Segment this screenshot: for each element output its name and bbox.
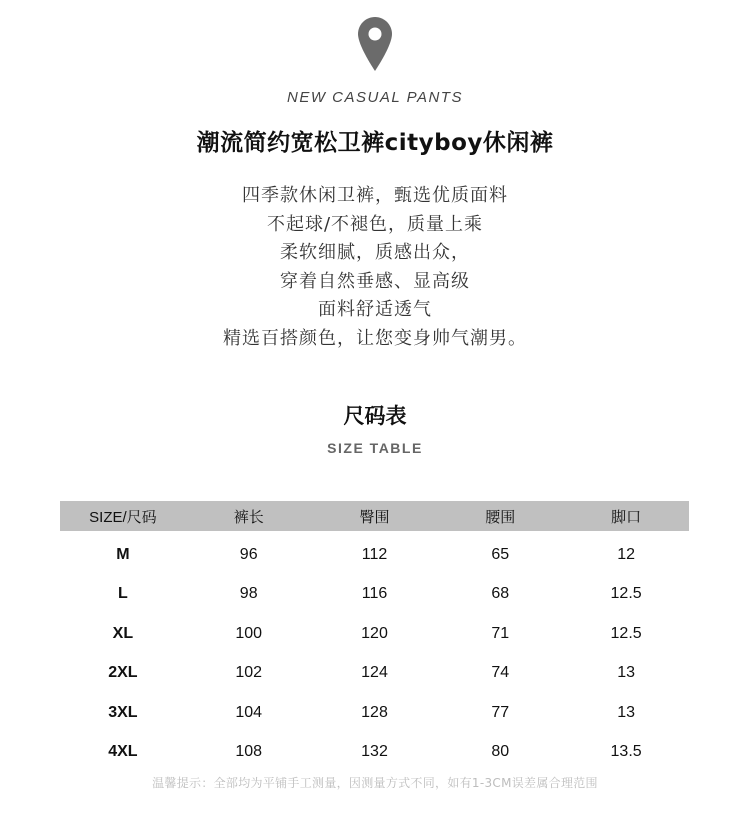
cell-leg-opening: 12 [617, 545, 635, 563]
cell-length: 102 [235, 664, 263, 682]
cell-waist: 65 [491, 545, 510, 563]
table-header-row [60, 501, 689, 531]
description-block [0, 182, 750, 354]
header-cell-waist: 腰围 [485, 508, 516, 526]
cell-hip: 120 [361, 624, 388, 642]
header-cell-leg-opening: 脚口 [611, 508, 642, 526]
table-row [60, 575, 689, 615]
cell-waist: 71 [491, 624, 510, 642]
cell-hip: 124 [361, 664, 388, 682]
cell-size: 4XL [108, 743, 138, 761]
size-table-subtitle: SIZE TABLE [327, 440, 423, 456]
size-table-title: 尺码表 [343, 404, 407, 428]
cell-waist: 68 [491, 585, 510, 603]
cell-length: 108 [235, 743, 263, 761]
cell-hip: 128 [361, 703, 388, 721]
description-line: 四季款休闲卫裤，甄选优质面料 [242, 185, 508, 206]
table-body [60, 535, 689, 772]
cell-hip: 132 [361, 743, 388, 761]
cell-waist: 80 [491, 743, 510, 761]
measurement-note: 温馨提示：全部均为平铺手工测量，因测量方式不同，如有1-3CM误差属合理范围 [152, 776, 598, 790]
cell-size: M [116, 545, 130, 563]
cell-waist: 74 [491, 664, 510, 682]
cell-size: 2XL [108, 664, 138, 682]
cell-length: 104 [235, 703, 263, 721]
cell-leg-opening: 12.5 [610, 585, 642, 603]
cell-size: 3XL [108, 703, 138, 721]
cell-leg-opening: 13.5 [610, 743, 642, 761]
description-line: 不起球/不褪色，质量上乘 [266, 213, 484, 235]
cell-leg-opening: 12.5 [610, 624, 642, 642]
cell-size: XL [112, 624, 134, 642]
cell-hip: 112 [361, 545, 388, 563]
cell-length: 100 [235, 624, 263, 642]
table-row [60, 733, 689, 773]
subtitle-english: NEW CASUAL PANTS [287, 89, 463, 106]
size-table [60, 501, 689, 772]
cell-length: 96 [239, 545, 258, 563]
description-line: 面料舒适透气 [318, 299, 432, 321]
description-line: 柔软细腻，质感出众， [280, 242, 470, 264]
description-line: 精选百搭颜色，让您变身帅气潮男。 [223, 327, 527, 349]
table-row [60, 614, 689, 654]
cell-length: 98 [239, 585, 258, 603]
description-line: 穿着自然垂感、显高级 [280, 270, 470, 292]
page-title: 潮流简约宽松卫裤cityboy休闲裤 [196, 130, 554, 156]
location-pin-icon [357, 16, 393, 72]
header-cell-hip: 臀围 [359, 508, 390, 526]
cell-waist: 77 [491, 703, 510, 721]
table-row [60, 693, 689, 733]
cell-size: L [118, 585, 128, 603]
cell-leg-opening: 13 [617, 703, 635, 721]
cell-hip: 116 [361, 585, 388, 603]
header-cell-length: 裤长 [233, 508, 264, 526]
table-row [60, 654, 689, 694]
header-cell-size: SIZE/尺码 [89, 508, 157, 526]
table-row [60, 535, 689, 575]
cell-leg-opening: 13 [617, 664, 635, 682]
